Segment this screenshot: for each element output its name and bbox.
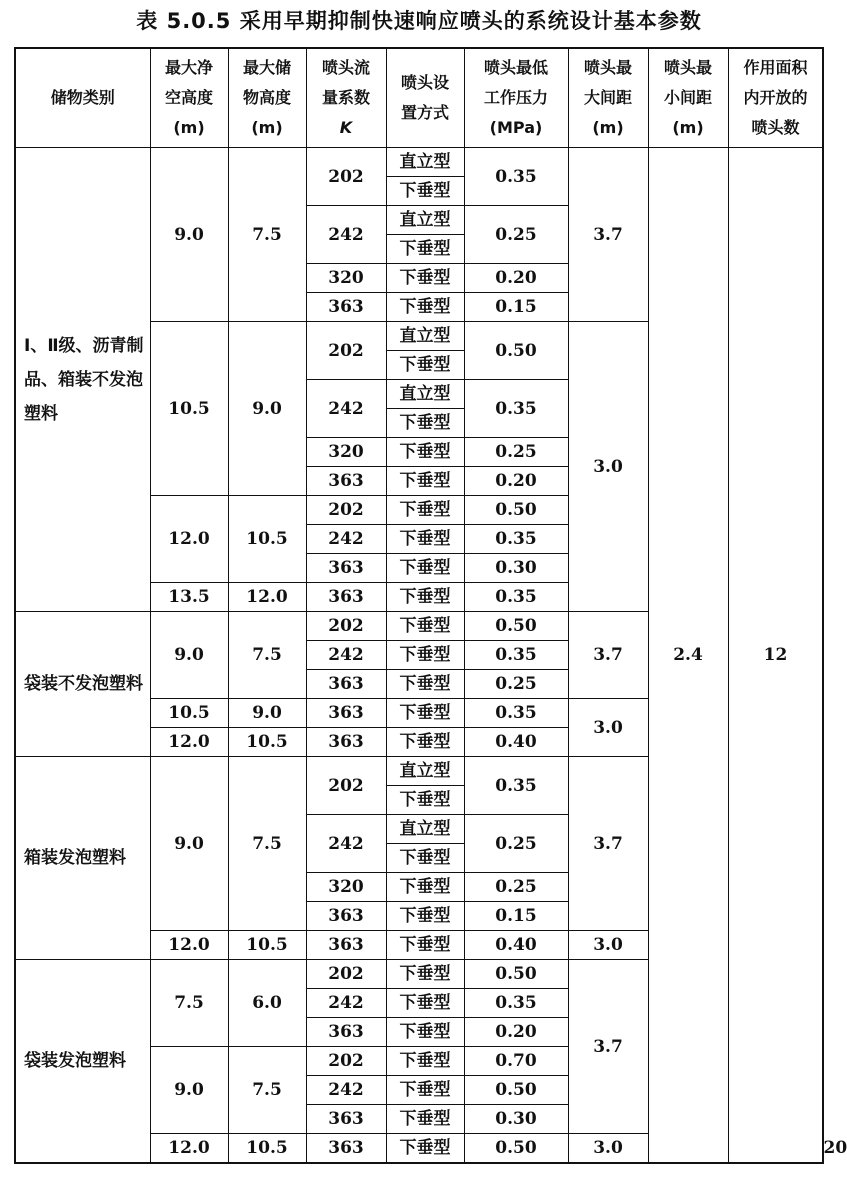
clear-height-cell: 9.0	[150, 1047, 228, 1134]
clear-height-cell: 12.0	[150, 496, 228, 583]
clear-height-cell: 9.0	[150, 612, 228, 699]
pressure-cell: 0.50	[464, 960, 568, 989]
k-cell: 202	[306, 496, 386, 525]
max-spacing-cell: 3.0	[568, 931, 648, 960]
pressure-cell: 0.40	[464, 931, 568, 960]
category-cell: 箱装发泡塑料	[15, 757, 150, 960]
min-spacing-cell: 2.4	[648, 148, 728, 1164]
setting-cell: 下垂型	[386, 1076, 464, 1105]
setting-cell: 下垂型	[386, 235, 464, 264]
k-cell: 363	[306, 583, 386, 612]
setting-cell: 下垂型	[386, 960, 464, 989]
category-cell: Ⅰ、Ⅱ级、沥青制品、箱装不发泡塑料	[15, 148, 150, 612]
pressure-cell: 0.35	[464, 989, 568, 1018]
k-cell: 363	[306, 699, 386, 728]
pressure-cell: 0.20	[464, 1018, 568, 1047]
k-cell: 363	[306, 467, 386, 496]
header-max-spacing: 喷头最 大间距 (m)	[568, 48, 648, 148]
max-spacing-cell: 3.0	[568, 699, 648, 757]
max-spacing-cell: 3.0	[568, 322, 648, 612]
storage-height-cell: 10.5	[228, 1134, 306, 1164]
k-cell: 242	[306, 206, 386, 264]
pressure-cell: 0.50	[464, 322, 568, 380]
pressure-cell: 0.15	[464, 902, 568, 931]
setting-cell: 下垂型	[386, 438, 464, 467]
setting-cell: 直立型	[386, 757, 464, 786]
table-row: 12.0 10.5 363 下垂型 0.50 3.0 20	[15, 1134, 823, 1164]
pressure-cell: 0.35	[464, 699, 568, 728]
pressure-cell: 0.40	[464, 728, 568, 757]
setting-cell: 直立型	[386, 322, 464, 351]
header-open-heads: 作用面积 内开放的 喷头数	[728, 48, 823, 148]
k-cell: 320	[306, 264, 386, 293]
k-cell: 242	[306, 989, 386, 1018]
category-cell: 袋装发泡塑料	[15, 960, 150, 1164]
k-cell: 202	[306, 1047, 386, 1076]
header-row	[15, 48, 823, 148]
pressure-cell: 0.25	[464, 670, 568, 699]
k-cell: 242	[306, 1076, 386, 1105]
pressure-cell: 0.50	[464, 1134, 568, 1164]
pressure-cell: 0.50	[464, 612, 568, 641]
category-cell: 袋装不发泡塑料	[15, 612, 150, 757]
header-category: 储物类别	[15, 48, 150, 148]
setting-cell: 下垂型	[386, 1047, 464, 1076]
header-max-storage-height: 最大储 物高度 (m)	[228, 48, 306, 148]
k-cell: 202	[306, 960, 386, 989]
k-cell: 363	[306, 1018, 386, 1047]
k-cell: 320	[306, 438, 386, 467]
pressure-cell: 0.35	[464, 757, 568, 815]
storage-height-cell: 9.0	[228, 699, 306, 728]
header-min-pressure: 喷头最低 工作压力 (MPa)	[464, 48, 568, 148]
setting-cell: 下垂型	[386, 931, 464, 960]
storage-height-cell: 7.5	[228, 757, 306, 931]
k-cell: 363	[306, 1134, 386, 1164]
table-row	[15, 148, 823, 177]
k-cell: 202	[306, 148, 386, 206]
k-cell: 320	[306, 873, 386, 902]
k-cell: 363	[306, 554, 386, 583]
pressure-cell: 0.20	[464, 264, 568, 293]
k-cell: 202	[306, 757, 386, 815]
max-spacing-cell: 3.7	[568, 612, 648, 699]
setting-cell: 下垂型	[386, 1134, 464, 1164]
parameter-table-container	[14, 47, 847, 1164]
setting-cell: 下垂型	[386, 641, 464, 670]
parameter-table	[14, 47, 847, 1164]
pressure-cell: 0.35	[464, 583, 568, 612]
k-cell: 242	[306, 380, 386, 438]
setting-cell: 下垂型	[386, 670, 464, 699]
pressure-cell: 0.30	[464, 1105, 568, 1134]
setting-cell: 下垂型	[386, 786, 464, 815]
setting-cell: 下垂型	[386, 177, 464, 206]
clear-height-cell: 9.0	[150, 148, 228, 322]
storage-height-cell: 12.0	[228, 583, 306, 612]
setting-cell: 下垂型	[386, 554, 464, 583]
clear-height-cell: 12.0	[150, 728, 228, 757]
setting-cell: 直立型	[386, 815, 464, 844]
pressure-cell: 0.15	[464, 293, 568, 322]
setting-cell: 下垂型	[386, 351, 464, 380]
k-cell: 202	[306, 612, 386, 641]
k-cell: 242	[306, 641, 386, 670]
table-title: 表 5.0.5 采用早期抑制快速响应喷头的系统设计基本参数	[136, 9, 702, 33]
storage-height-cell: 10.5	[228, 728, 306, 757]
setting-cell: 下垂型	[386, 844, 464, 873]
clear-height-cell: 13.5	[150, 583, 228, 612]
storage-height-cell: 10.5	[228, 496, 306, 583]
setting-cell: 直立型	[386, 380, 464, 409]
pressure-cell: 0.50	[464, 1076, 568, 1105]
storage-height-cell: 10.5	[228, 931, 306, 960]
pressure-cell: 0.20	[464, 467, 568, 496]
k-cell: 363	[306, 670, 386, 699]
storage-height-cell: 9.0	[228, 322, 306, 496]
setting-cell: 下垂型	[386, 989, 464, 1018]
setting-cell: 下垂型	[386, 496, 464, 525]
k-cell: 242	[306, 525, 386, 554]
setting-cell: 直立型	[386, 148, 464, 177]
setting-cell: 下垂型	[386, 873, 464, 902]
setting-cell: 下垂型	[386, 612, 464, 641]
pressure-cell: 0.70	[464, 1047, 568, 1076]
setting-cell: 下垂型	[386, 264, 464, 293]
pressure-cell: 0.25	[464, 815, 568, 873]
k-cell: 363	[306, 902, 386, 931]
pressure-cell: 0.35	[464, 525, 568, 554]
header-k-factor: 喷头流 量系数 K	[306, 48, 386, 148]
header-min-spacing: 喷头最 小间距 (m)	[648, 48, 728, 148]
pressure-cell: 0.50	[464, 496, 568, 525]
setting-cell: 下垂型	[386, 467, 464, 496]
storage-height-cell: 7.5	[228, 1047, 306, 1134]
pressure-cell: 0.25	[464, 873, 568, 902]
k-cell: 363	[306, 728, 386, 757]
setting-cell: 下垂型	[386, 525, 464, 554]
header-setting: 喷头设 置方式	[386, 48, 464, 148]
setting-cell: 下垂型	[386, 583, 464, 612]
k-cell: 363	[306, 1105, 386, 1134]
k-cell: 363	[306, 293, 386, 322]
k-cell: 202	[306, 322, 386, 380]
header-max-clear-height: 最大净 空高度 (m)	[150, 48, 228, 148]
max-spacing-cell: 3.7	[568, 757, 648, 931]
open-heads-cell: 12	[728, 148, 823, 1164]
setting-cell: 下垂型	[386, 728, 464, 757]
max-spacing-cell: 3.7	[568, 960, 648, 1134]
storage-height-cell: 6.0	[228, 960, 306, 1047]
pressure-cell: 0.35	[464, 380, 568, 438]
storage-height-cell: 7.5	[228, 612, 306, 699]
clear-height-cell: 12.0	[150, 1134, 228, 1164]
setting-cell: 下垂型	[386, 699, 464, 728]
setting-cell: 下垂型	[386, 1105, 464, 1134]
clear-height-cell: 9.0	[150, 757, 228, 931]
clear-height-cell: 12.0	[150, 931, 228, 960]
pressure-cell: 0.35	[464, 148, 568, 206]
setting-cell: 下垂型	[386, 293, 464, 322]
setting-cell: 直立型	[386, 206, 464, 235]
max-spacing-cell: 3.0	[568, 1134, 648, 1164]
pressure-cell: 0.25	[464, 438, 568, 467]
clear-height-cell: 10.5	[150, 322, 228, 496]
pressure-cell: 0.30	[464, 554, 568, 583]
k-cell: 363	[306, 931, 386, 960]
storage-height-cell: 7.5	[228, 148, 306, 322]
max-spacing-cell: 3.7	[568, 148, 648, 322]
clear-height-cell: 10.5	[150, 699, 228, 728]
clear-height-cell: 7.5	[150, 960, 228, 1047]
setting-cell: 下垂型	[386, 1018, 464, 1047]
setting-cell: 下垂型	[386, 409, 464, 438]
pressure-cell: 0.35	[464, 641, 568, 670]
k-cell: 242	[306, 815, 386, 873]
pressure-cell: 0.25	[464, 206, 568, 264]
setting-cell: 下垂型	[386, 902, 464, 931]
